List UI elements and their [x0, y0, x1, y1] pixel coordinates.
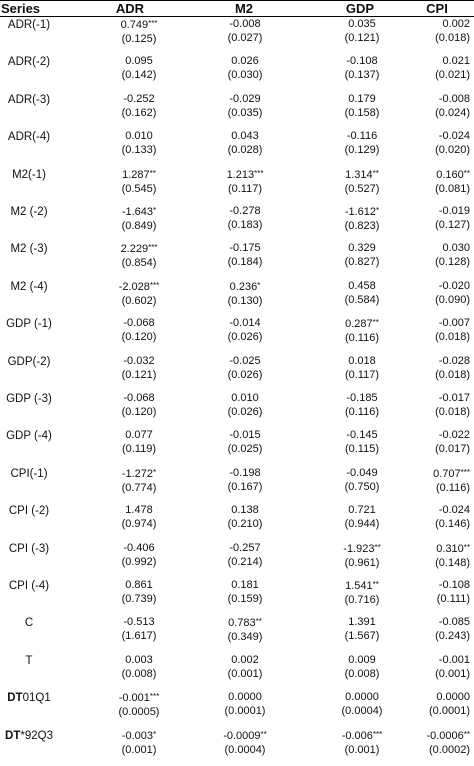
coefficient: -0.019	[438, 205, 470, 217]
cell-cpi	[392, 428, 474, 456]
coefficient: -0.068	[123, 317, 155, 330]
standard-error: (0.018)	[435, 368, 470, 381]
table-row	[0, 129, 474, 167]
coefficient: -0.020	[438, 279, 470, 292]
coefficient: -1.612*	[344, 206, 380, 218]
row-label: CPI (-3)	[8, 542, 50, 555]
table-row	[0, 728, 474, 766]
standard-error: (0.183)	[227, 219, 263, 231]
coefficient: -0.049	[346, 466, 378, 479]
cell-adr	[80, 316, 198, 344]
cell-m2	[186, 428, 304, 456]
cell-adr	[80, 129, 198, 157]
cell-adr	[80, 541, 198, 569]
table-row	[0, 653, 474, 691]
row-label: GDP (-3)	[6, 393, 52, 405]
row-label: GDP (-1)	[6, 318, 52, 331]
coefficient: -0.406	[123, 541, 155, 554]
cell-m2	[186, 466, 304, 494]
standard-error: (0.184)	[227, 256, 263, 269]
row-label: M2(-1)	[12, 168, 46, 181]
standard-error: (0.026)	[227, 406, 263, 418]
standard-error: (0.025)	[227, 443, 263, 456]
coefficient: 0.010	[231, 392, 259, 404]
coefficient: 0.181	[231, 579, 259, 591]
standard-error: (0.024)	[435, 106, 470, 119]
standard-error: (0.030)	[227, 69, 263, 82]
cell-cpi	[392, 92, 474, 120]
coefficient: 0.861	[125, 579, 153, 591]
cell-adr	[80, 17, 198, 46]
cell-adr	[80, 92, 198, 120]
coefficient: 0.077	[125, 429, 153, 442]
standard-error: (0.121)	[121, 368, 157, 381]
header-series: Series	[1, 1, 41, 16]
cell-adr	[80, 578, 198, 606]
table-row	[0, 541, 474, 579]
standard-error: (0.116)	[344, 406, 380, 418]
coefficient: 0.0000	[436, 691, 470, 704]
standard-error: (0.944)	[344, 518, 380, 531]
standard-error: (0.243)	[435, 630, 470, 643]
standard-error: (0.115)	[344, 443, 380, 456]
coefficient: -0.185	[346, 392, 378, 404]
table-row	[0, 428, 474, 466]
cell-m2	[186, 653, 304, 681]
cell-adr	[80, 391, 198, 419]
cell-adr	[80, 167, 198, 196]
standard-error: (0.130)	[227, 294, 263, 307]
standard-error: (0.167)	[227, 480, 263, 493]
cell-adr	[80, 728, 198, 757]
coefficient: 1.478	[125, 504, 153, 517]
cell-adr	[80, 653, 198, 681]
coefficient: -0.257	[229, 541, 261, 554]
coefficient: -0.085	[438, 616, 470, 629]
row-label: M2 (-4)	[10, 280, 48, 293]
cell-cpi	[392, 54, 474, 82]
coefficient: -0.116	[346, 130, 378, 143]
coefficient: -0.006***	[341, 729, 383, 742]
coefficient: 0.721	[348, 504, 376, 517]
cell-cpi	[392, 503, 474, 531]
cell-adr	[80, 428, 198, 456]
standard-error: (0.148)	[435, 556, 470, 569]
coefficient: 1.541**	[345, 580, 379, 592]
row-label: C	[24, 617, 34, 630]
cell-adr	[80, 615, 198, 643]
standard-error: (0.349)	[227, 631, 263, 644]
coefficient: 0.010	[125, 130, 153, 143]
coefficient: -0.014	[229, 317, 261, 330]
table-row	[0, 690, 474, 728]
row-label: CPI (-2)	[8, 505, 50, 518]
cell-cpi	[392, 653, 474, 681]
table-row	[0, 503, 474, 541]
coefficient: -0.278	[229, 205, 261, 217]
coefficient: 0.329	[348, 242, 376, 255]
coefficient: -0.068	[123, 392, 155, 404]
standard-error: (1.567)	[344, 630, 380, 643]
coefficient: 0.707***	[433, 467, 470, 480]
coefficient: 0.021	[442, 55, 470, 68]
coefficient: 0.179	[348, 92, 376, 105]
cell-cpi	[392, 316, 474, 344]
cell-m2	[186, 167, 304, 196]
coefficient: -0.003*	[121, 729, 157, 742]
coefficient: 0.003	[125, 653, 153, 666]
coefficient: -0.032	[123, 354, 155, 367]
standard-error: (0.0002)	[429, 743, 470, 756]
table-header	[0, 0, 474, 17]
coefficient: -0.008	[229, 18, 261, 30]
coefficient: 1.391	[348, 616, 376, 629]
cell-cpi	[392, 354, 474, 382]
standard-error: (0.021)	[435, 69, 470, 82]
table-row	[0, 466, 474, 504]
table-row	[0, 279, 474, 317]
table-row	[0, 92, 474, 130]
coefficient: 0.030	[442, 242, 470, 255]
coefficient: -0.007	[438, 317, 470, 330]
coefficient: -0.108	[438, 579, 470, 591]
cell-m2	[186, 17, 304, 45]
coefficient: -1.643*	[121, 206, 157, 218]
cell-cpi	[392, 129, 474, 157]
coefficient: -0.0009**	[223, 729, 267, 742]
coefficient: 0.749***	[120, 19, 158, 31]
cell-cpi	[392, 578, 474, 606]
cell-m2	[186, 129, 304, 157]
standard-error: (0.117)	[227, 182, 263, 195]
standard-error: (0.018)	[435, 331, 470, 344]
standard-error: (0.961)	[344, 556, 380, 569]
standard-error: (0.027)	[227, 32, 263, 44]
standard-error: (1.617)	[121, 630, 157, 643]
coefficient: 0.310**	[436, 542, 470, 555]
cell-adr	[80, 690, 198, 719]
standard-error: (0.116)	[435, 481, 470, 494]
standard-error: (0.545)	[121, 182, 157, 195]
coefficient: 1.287**	[122, 168, 156, 181]
coefficient: 0.160**	[436, 168, 470, 181]
row-label: CPI(-1)	[10, 467, 48, 480]
row-label: DT01Q1	[7, 692, 51, 705]
coefficient: 0.0000	[228, 691, 262, 704]
header-m2: M2	[234, 1, 254, 16]
coefficient: -0.175	[229, 242, 261, 255]
coefficient: 0.002	[231, 653, 259, 666]
cell-m2	[186, 578, 304, 606]
standard-error: (0.081)	[435, 182, 470, 195]
coefficient: 0.138	[231, 504, 259, 517]
cell-cpi	[392, 728, 474, 757]
coefficient: -0.008	[438, 92, 470, 105]
coefficient: 2.229***	[120, 243, 158, 256]
standard-error: (0.774)	[121, 481, 157, 494]
standard-error: (0.116)	[344, 332, 380, 345]
coefficient: -0.0006**	[426, 729, 470, 742]
coefficient: 0.783**	[228, 617, 262, 630]
table-row	[0, 615, 474, 653]
coefficient: -0.024	[438, 504, 470, 517]
cell-m2	[186, 92, 304, 120]
row-label: GDP (-4)	[6, 430, 52, 443]
table-row	[0, 241, 474, 279]
standard-error: (0.008)	[121, 667, 157, 680]
cell-cpi	[392, 690, 474, 718]
coefficient: 0.287**	[345, 318, 379, 331]
cell-adr	[80, 354, 198, 382]
coefficient: -0.017	[438, 392, 470, 404]
header-cpi: CPI	[426, 1, 448, 16]
coefficient: -1.923**	[343, 542, 381, 555]
coefficient: -0.001***	[118, 692, 160, 705]
standard-error: (0.827)	[344, 256, 380, 269]
cell-m2	[186, 204, 304, 232]
coefficient: -0.028	[438, 354, 470, 367]
standard-error: (0.001)	[435, 667, 470, 680]
coefficient: 0.009	[348, 653, 376, 666]
standard-error: (0.750)	[344, 480, 380, 493]
cell-cpi	[392, 204, 474, 232]
standard-error: (0.117)	[344, 368, 380, 381]
coefficient: -0.022	[438, 429, 470, 442]
row-label: M2 (-3)	[10, 243, 48, 256]
table-row	[0, 204, 474, 242]
standard-error: (0.739)	[121, 593, 157, 605]
standard-error: (0.158)	[344, 106, 380, 119]
standard-error: (0.129)	[344, 144, 380, 157]
table-row	[0, 578, 474, 616]
coefficient: -1.272*	[121, 467, 157, 480]
coefficient: 0.026	[231, 55, 259, 68]
cell-cpi	[392, 391, 474, 419]
standard-error: (0.026)	[227, 331, 263, 344]
cell-m2	[186, 54, 304, 82]
cell-m2	[186, 241, 304, 269]
standard-error: (0.128)	[435, 256, 470, 269]
header-gdp: GDP	[345, 1, 375, 16]
standard-error: (0.001)	[227, 667, 263, 680]
cell-adr	[80, 466, 198, 495]
cell-m2	[186, 354, 304, 382]
table-row	[0, 17, 474, 55]
standard-error: (0.001)	[344, 743, 380, 756]
standard-error: (0.120)	[121, 406, 157, 418]
cell-cpi	[392, 279, 474, 307]
standard-error: (0.121)	[344, 32, 380, 44]
standard-error: (0.008)	[344, 667, 380, 680]
coefficient: 0.236*	[229, 280, 261, 293]
table-row	[0, 54, 474, 92]
standard-error: (0.0005)	[118, 706, 160, 719]
cell-adr	[80, 54, 198, 82]
cell-cpi	[392, 167, 474, 196]
standard-error: (0.214)	[227, 555, 263, 568]
cell-m2	[186, 541, 304, 569]
coefficient: -0.025	[229, 354, 261, 367]
row-label: ADR(-4)	[7, 131, 51, 144]
standard-error: (0.120)	[121, 331, 157, 344]
standard-error: (0.992)	[121, 555, 157, 568]
cell-adr	[80, 204, 198, 233]
standard-error: (0.849)	[121, 220, 157, 232]
standard-error: (0.018)	[435, 406, 470, 418]
standard-error: (0.0004)	[224, 743, 266, 756]
standard-error: (0.137)	[344, 69, 380, 82]
standard-error: (0.028)	[227, 144, 263, 157]
standard-error: (0.127)	[435, 219, 470, 231]
table-row	[0, 316, 474, 354]
standard-error: (0.133)	[121, 144, 157, 157]
row-label: GDP(-2)	[7, 355, 51, 368]
cell-cpi	[392, 17, 474, 45]
cell-m2	[186, 279, 304, 308]
standard-error: (0.146)	[435, 518, 470, 531]
cell-adr	[80, 503, 198, 531]
row-label: ADR(-3)	[7, 93, 51, 106]
cell-m2	[186, 391, 304, 419]
standard-error: (0.142)	[121, 69, 157, 82]
row-label: CPI (-4)	[8, 580, 50, 592]
standard-error: (0.0001)	[224, 705, 266, 718]
coefficient: -0.513	[123, 616, 155, 629]
standard-error: (0.527)	[344, 182, 380, 195]
coefficient: 0.002	[442, 18, 470, 30]
cell-m2	[186, 316, 304, 344]
table-row	[0, 391, 474, 429]
cell-cpi	[392, 615, 474, 643]
standard-error: (0.020)	[435, 144, 470, 157]
cell-adr	[80, 241, 198, 270]
standard-error: (0.017)	[435, 443, 470, 456]
standard-error: (0.210)	[227, 518, 263, 531]
standard-error: (0.823)	[344, 220, 380, 232]
standard-error: (0.026)	[227, 368, 263, 381]
cell-adr	[80, 279, 198, 308]
standard-error: (0.0001)	[429, 705, 470, 718]
standard-error: (0.602)	[121, 294, 157, 307]
standard-error: (0.0004)	[341, 705, 383, 718]
standard-error: (0.018)	[435, 32, 470, 44]
standard-error: (0.159)	[227, 593, 263, 605]
row-label: DT*92Q3	[5, 729, 53, 742]
standard-error: (0.125)	[121, 33, 157, 45]
standard-error: (0.974)	[121, 518, 157, 531]
cell-cpi	[392, 241, 474, 269]
table-row	[0, 354, 474, 392]
cell-m2	[186, 503, 304, 531]
row-label: ADR(-2)	[7, 56, 51, 69]
table-row	[0, 167, 474, 205]
cell-m2	[186, 615, 304, 644]
coefficient: 0.458	[348, 279, 376, 292]
row-label: M2 (-2)	[10, 206, 48, 218]
coefficient: -0.015	[229, 429, 261, 442]
standard-error: (0.001)	[121, 743, 157, 756]
coefficient: -0.029	[229, 92, 261, 105]
standard-error: (0.716)	[344, 594, 380, 606]
coefficient: -2.028***	[118, 280, 160, 293]
coefficient: -0.108	[346, 55, 378, 68]
standard-error: (0.111)	[436, 593, 470, 605]
cell-cpi	[392, 466, 474, 495]
row-label: ADR(-1)	[7, 19, 51, 31]
coefficient: -0.198	[229, 466, 261, 479]
cell-m2	[186, 690, 304, 718]
standard-error: (0.854)	[121, 257, 157, 270]
coefficient: 1.213***	[226, 168, 264, 181]
coefficient: 0.0000	[345, 691, 379, 704]
coefficient: 0.043	[231, 130, 259, 143]
header-adr: ADR	[115, 1, 145, 16]
row-label: T	[25, 654, 33, 667]
coefficient: 0.095	[125, 55, 153, 68]
standard-error: (0.162)	[121, 106, 157, 119]
standard-error: (0.090)	[435, 293, 470, 306]
coefficient: -0.001	[438, 653, 470, 666]
coefficient: -0.024	[438, 130, 470, 143]
standard-error: (0.119)	[121, 443, 157, 456]
coefficient: 0.018	[348, 354, 376, 367]
standard-error: (0.035)	[227, 106, 263, 119]
coefficient: -0.252	[123, 92, 155, 105]
coefficient: 0.035	[348, 18, 376, 30]
cell-cpi	[392, 541, 474, 570]
cell-m2	[186, 728, 304, 757]
coefficient: -0.145	[346, 429, 378, 442]
coefficient: 1.314**	[345, 168, 379, 181]
standard-error: (0.584)	[344, 293, 380, 306]
